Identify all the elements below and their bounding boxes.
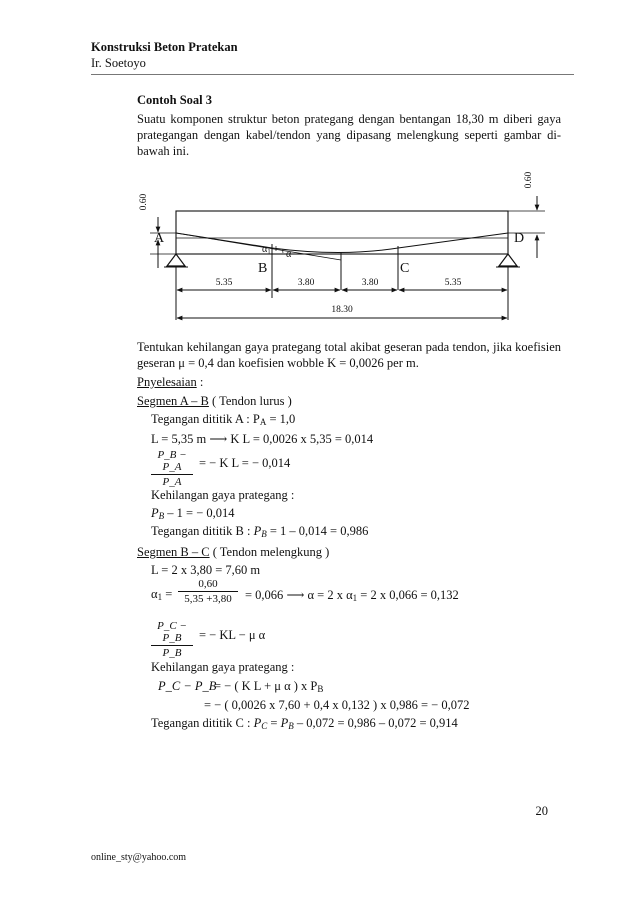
- tangent-line: [176, 233, 341, 260]
- label-c: C: [400, 261, 410, 276]
- seg-bc-alpha-rhs: = 0,066 ⟶ α = 2 x $\alpha_1 = 2$ x 0,066 = 0,132: [245, 588, 459, 603]
- dim-ab: 5.35: [215, 278, 233, 288]
- seg-ab-fraction: P_B − P_A P_A: [151, 449, 193, 488]
- author-name: Ir. Soetoyo: [91, 56, 146, 70]
- seg-bc-loss-lhs: P_C − P_B: [158, 679, 217, 693]
- seg-bc-loss-label: Kehilangan gaya prategang :: [151, 660, 295, 674]
- example-title: Contoh Soal 3: [137, 93, 213, 107]
- book-title: Konstruksi Beton Pratekan: [91, 40, 238, 54]
- intro-paragraph: Suatu komponen struktur beton prategang dengan bentangan 18,30 m diberi gaya prategangan dengan kabel/tendon yang dipasang melengkung seperti gambar di-bawah ini.: [137, 112, 561, 158]
- seg-ab-loss-eq: $P_B - 1$ = − 0,014: [151, 506, 235, 521]
- seg-ab-stress-b: Tegangan dititik B : $P_B = 1 - 0,014 = 0,986$: [151, 524, 369, 539]
- seg-ab-loss-label: Kehilangan gaya prategang :: [151, 488, 295, 502]
- dim-right-height: 0.60: [524, 171, 534, 189]
- label-d: D: [514, 231, 525, 246]
- solution-label: Pnyelesaian :: [137, 375, 204, 389]
- dim-mid-c: 3.80: [361, 278, 379, 288]
- seg-ab-stress-a: Tegangan dititik A : $P_A = 1,0$: [151, 412, 296, 427]
- seg-ab-fraction-rhs: = − K L = − 0,014: [199, 456, 291, 470]
- header-rule: [91, 74, 574, 75]
- seg-bc-fraction: P_C − P_B P_B: [151, 620, 193, 659]
- seg-ab-length: L = 5,35 m ⟶ K L = 0,0026 x 5,35 = 0,014: [151, 432, 374, 446]
- label-b: B: [258, 261, 268, 276]
- tendon-profile: [176, 233, 508, 253]
- question-paragraph: Tentukan kehilangan gaya prategang total akibat geseran pada tendon, jika koefisien geseran μ = 0,4 dan koefisien wobble K = 0,0026 per m.: [137, 340, 561, 370]
- dim-b-mid: 3.80: [297, 278, 315, 288]
- seg-bc-alpha-fraction: 0,60 5,35 +3,80: [178, 578, 238, 605]
- seg-bc-length: L = 2 x 3,80 = 7,60 m: [151, 563, 261, 577]
- seg-bc-alpha-lhs: $\alpha_1$ =: [151, 587, 173, 602]
- seg-bc-loss-line2: = − ( 0,0026 x 7,60 + 0,4 x 0,132 ) x 0,986 = − 0,072: [204, 698, 470, 712]
- seg-bc-loss-line1: = − ( K L + μ α ) x $P_B$: [214, 679, 324, 694]
- beam-outline: [176, 211, 508, 254]
- seg-bc-stress-c: Tegangan dititik C : $P_C = P_B - 0,072 = 0,986 - 0,072 = 0,914$: [151, 716, 458, 731]
- dim-left-height: 0.60: [139, 193, 149, 211]
- label-alpha1: $\alpha_1$: [262, 244, 271, 256]
- footer-email: online_sty@yahoo.com: [91, 852, 187, 863]
- page-number: 20: [535, 804, 548, 818]
- dim-total: 18.30: [331, 305, 353, 315]
- seg-bc-fraction-rhs: = − KL − μ α: [199, 628, 266, 642]
- label-a: A: [154, 231, 165, 246]
- support-d: [499, 254, 517, 266]
- support-a: [167, 254, 185, 266]
- dim-cd: 5.35: [444, 278, 462, 288]
- seg-ab-heading: Segmen A – B ( Tendon lurus ): [137, 394, 292, 408]
- label-alpha: α: [286, 249, 292, 260]
- seg-bc-heading: Segmen B – C ( Tendon melengkung ): [137, 545, 330, 559]
